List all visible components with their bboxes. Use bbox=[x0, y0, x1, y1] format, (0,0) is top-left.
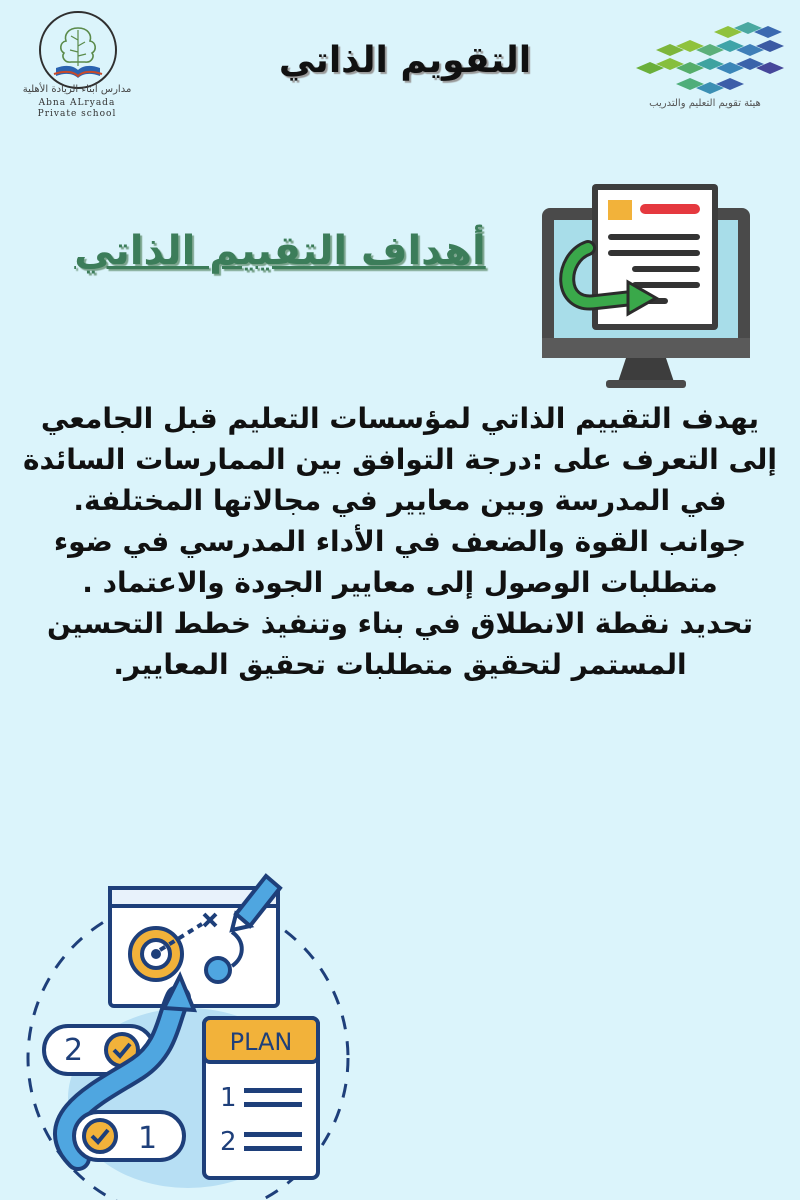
plan-item-number-2: 2 bbox=[220, 1127, 237, 1157]
section-heading: أهداف التقييم الذاتي bbox=[74, 228, 486, 274]
school-name-en-line2: Private school bbox=[37, 109, 117, 119]
body-text bbox=[18, 398, 782, 685]
paragraph-3: تحديد نقطة الانطلاق في بناء وتنفيذ خطط التحسين المستمر لتحقيق متطلبات تحقيق المعايير. bbox=[46, 607, 754, 681]
authority-chevron-logo-icon bbox=[630, 18, 790, 98]
plan-label: PLAN bbox=[229, 1028, 293, 1056]
school-name-ar: مدارس أبناء الريادة الأهلية bbox=[22, 84, 132, 95]
monitor-document-icon bbox=[536, 178, 756, 393]
step-number-1: 1 bbox=[138, 1121, 158, 1156]
target-plan-icon bbox=[18, 858, 368, 1200]
paragraph-1: يهدف التقييم الذاتي لمؤسسات التعليم قبل الجامعي إلى التعرف على :درجة التوافق بين الممارسات السائدة في المدرسة وبين معايير في مجالاتها المختلفة. bbox=[23, 402, 777, 517]
authority-name: هيئة تقويم التعليم والتدريب bbox=[649, 98, 761, 109]
paragraph-2: جوانب القوة والضعف في الأداء المدرسي في ضوء متطلبات الوصول إلى معايير الجودة والاعتماد . bbox=[53, 525, 747, 599]
school-name-en-line1: Abna ALryada bbox=[38, 98, 116, 108]
school-name-en bbox=[22, 98, 132, 120]
gear-check-icon bbox=[84, 1120, 116, 1152]
step-number-2: 2 bbox=[64, 1033, 84, 1068]
page-title: التقويم الذاتي bbox=[278, 40, 532, 81]
plan-item-number-1: 1 bbox=[220, 1083, 237, 1113]
